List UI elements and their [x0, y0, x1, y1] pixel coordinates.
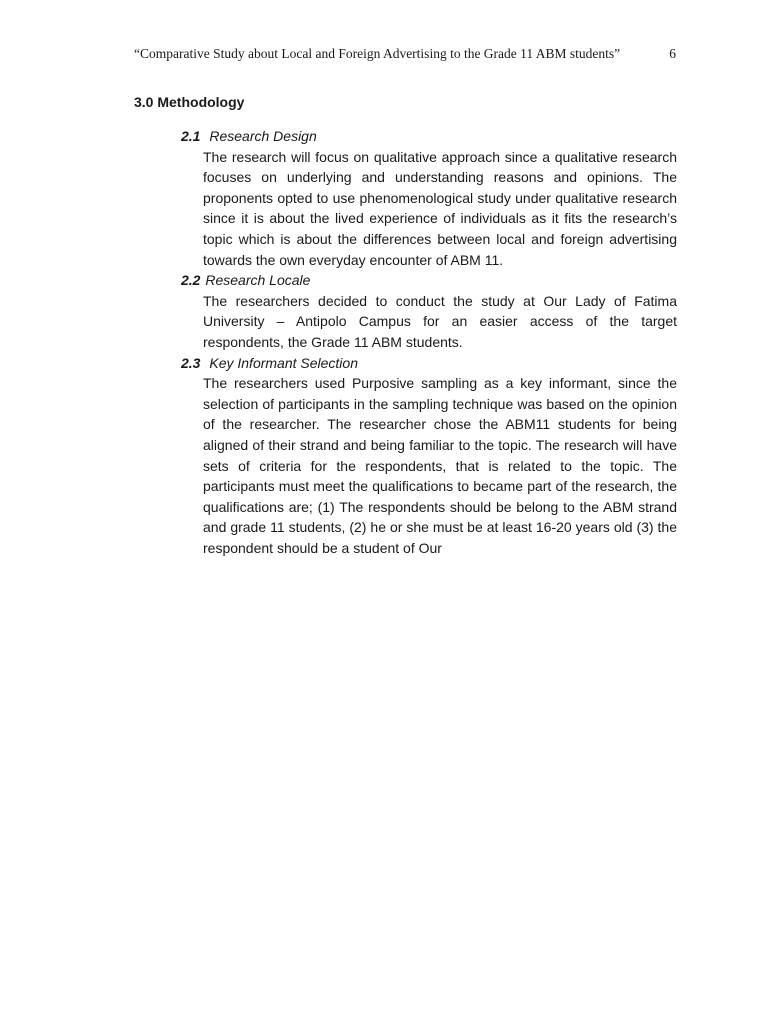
- subsection-heading: [181, 270, 678, 291]
- subsection-paragraph: The research will focus on qualitative approach since a qualitative research focuses on underlying and understanding reasons and opinions. The proponents opted to use phenomenological study under qualitative research since it is about the lived experience of individuals as it fits the research’s topic which is about the differences between local and foreign advertising towards the own everyday encounter of ABM 11.: [203, 148, 677, 268]
- subsection-number: 2.1: [181, 128, 201, 144]
- subsection-title: Key Informant Selection: [209, 354, 358, 371]
- subsection-title: Research Design: [209, 128, 317, 144]
- subsection-heading: [181, 126, 678, 147]
- subsection-paragraph: The researchers used Purposive sampling as a key informant, since the selection of participants in the sampling technique was based on the opinion of the researcher. The researcher chose the ABM11 students for being aligned of their strand and being familiar to the topic. The research will have sets of criteria for the respondents, that is related to the topic. The participants must meet the qualifications to became part of the research, the qualifications are; (1) The respondents should be belong to the ABM strand and grade 11 students, (2) he or she must be at least 16-20 years old (3) the respondent should be a student of Our: [203, 375, 677, 556]
- running-title: “Comparative Study about Local and Foreign Advertising to the Grade 11 ABM students”: [134, 46, 621, 61]
- section-heading: 3.0 Methodology: [134, 94, 245, 110]
- subsection-research-locale: [181, 270, 678, 352]
- subsection-key-informant-selection: [181, 353, 678, 559]
- subsection-research-design: [181, 126, 678, 270]
- document-body: [134, 91, 678, 558]
- subsection-paragraph: The researchers decided to conduct the study at Our Lady of Fatima University – Antipolo Campus for an easier access of the target respondents, the Grade 11 ABM students.: [203, 292, 677, 350]
- subsection-title: Research Locale: [205, 272, 311, 289]
- subsection-number: 2.3: [181, 354, 201, 371]
- page-number: 6: [669, 46, 676, 61]
- subsection-number: 2.2: [181, 272, 201, 289]
- subsection-heading: [181, 353, 678, 374]
